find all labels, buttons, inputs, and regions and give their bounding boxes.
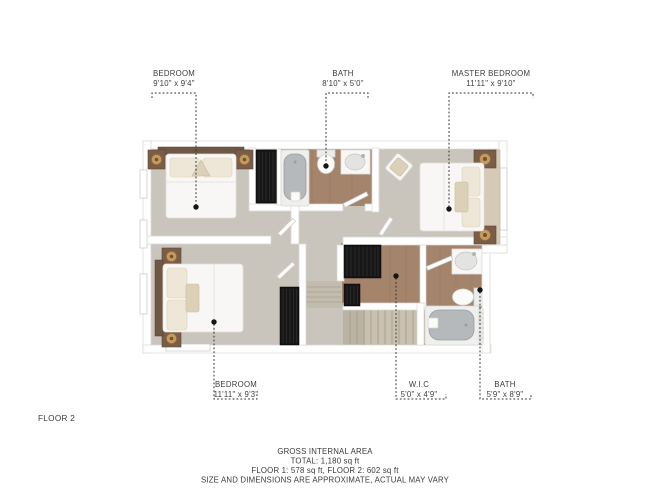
wall-wic-bath-divider [420, 245, 426, 305]
bathtub-bottom-drain [465, 324, 468, 327]
bed2-pillow-bottom [167, 300, 187, 330]
master-lamp-top-center [483, 157, 487, 161]
towel-rail [478, 308, 484, 344]
bed1-lamp-right-center [243, 158, 247, 162]
label-master-dims: 11'11" x 9'10" [466, 79, 516, 88]
dot-master [446, 206, 451, 211]
master-throw [455, 182, 468, 212]
bathtub-top-drain [294, 161, 297, 164]
label-bedroom1-name: BEDROOM [152, 69, 196, 78]
wall-bedrooms-divider [143, 236, 271, 244]
label-bedroom2-dims: 11'11" x 9'3" [213, 390, 259, 399]
dot-bedroom1 [193, 204, 198, 209]
bed2-lamp-top-center [170, 255, 174, 259]
master-lamp-bottom-center [483, 233, 487, 237]
wall-stair-right [417, 303, 424, 345]
wall-right-step [482, 245, 507, 253]
label-bath-top-name: BATH [332, 69, 354, 78]
wall-tub-divider [277, 149, 281, 205]
label-bath-top-dims: 8'10" x 5'0" [322, 79, 364, 88]
stair-shadow [343, 308, 365, 346]
wall-bedroom2-right [299, 244, 306, 345]
window-master [500, 168, 507, 230]
window-bedroom1-a [140, 170, 147, 198]
bed2-pillow-top [167, 268, 187, 298]
label-bath-bottom-name: BATH [494, 380, 516, 389]
footer-line4: SIZE AND DIMENSIONS ARE APPROXIMATE, ACTUAL MAY VARY [200, 475, 450, 485]
toilet-bottom-bowl [453, 289, 474, 305]
sink-bottom-faucet [472, 252, 476, 256]
stair-upper-flight [302, 281, 342, 308]
bed2-headboard [155, 260, 163, 336]
bed1-lamp-left-center [155, 158, 159, 162]
bathtub-top-faucet [291, 192, 300, 201]
dot-bath-bottom [477, 287, 482, 292]
bathtub-bottom-faucet [428, 318, 438, 328]
bed2-throw [186, 284, 199, 312]
wall-wic-left [337, 245, 344, 281]
label-bath-bottom-dims: 5'9" x 8'9" [486, 390, 524, 399]
label-wic-dims: 5'0" x 4'9" [400, 390, 438, 399]
footer-line3: FLOOR 1: 578 sq ft, FLOOR 2: 602 sq ft [251, 466, 399, 475]
dot-wic [393, 273, 398, 278]
dot-bath-top [323, 163, 328, 168]
label-bedroom1-dims: 9'10" x 9'4" [153, 79, 195, 88]
footer-line2: TOTAL: 1,180 sq ft [290, 456, 360, 466]
window-bedroom2 [140, 274, 147, 314]
label-bedroom2-name: BEDROOM [214, 380, 258, 389]
wall-master-left [372, 148, 379, 212]
label-wic-name: W.I.C [408, 380, 430, 389]
footer-text [201, 447, 450, 485]
floor-label: FLOOR 2 [38, 414, 76, 423]
footer-line1: GROSS INTERNAL AREA [277, 447, 373, 456]
dot-bedroom2 [211, 319, 216, 324]
wic-wardrobe-large [344, 245, 381, 278]
label-master-name: MASTER BEDROOM [451, 69, 531, 78]
bed2-lamp-bottom-center [170, 337, 174, 341]
sink-top-faucet [361, 154, 365, 158]
window-bedroom1-b [140, 220, 147, 248]
